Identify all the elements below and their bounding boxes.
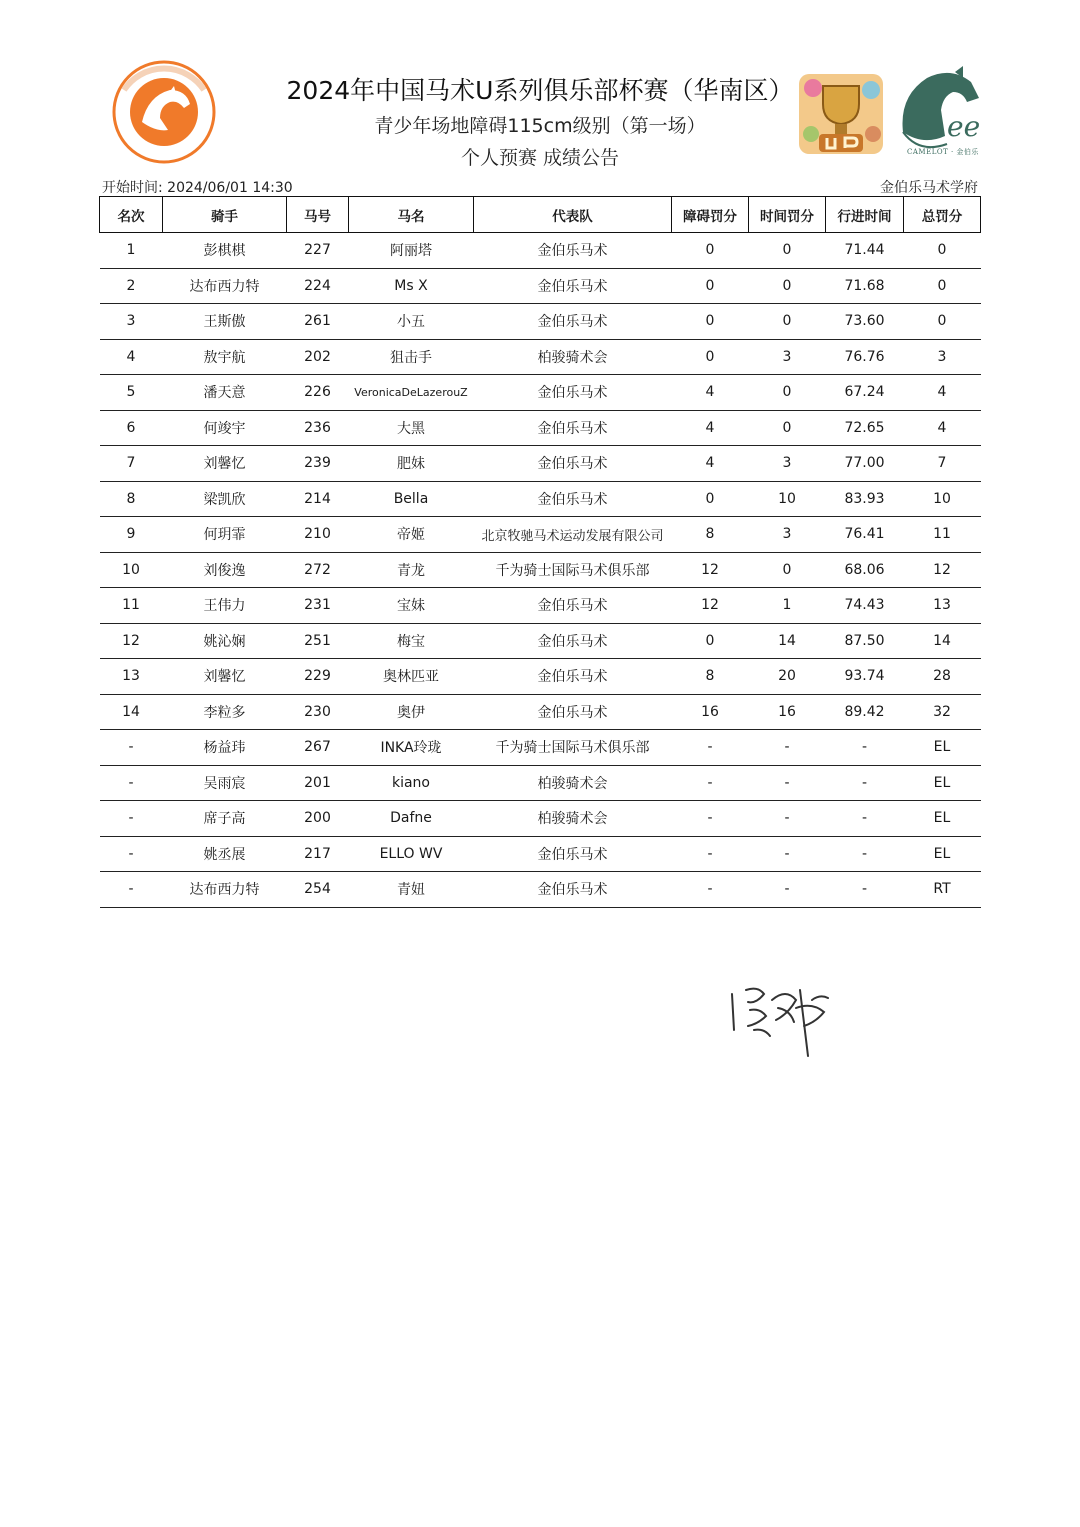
time-penalty-cell: - [749,730,826,766]
team-cell: 金伯乐马术 [474,588,672,624]
horse-no-cell: 227 [287,233,349,269]
team-cell: 千为骑士国际马术俱乐部 [474,552,672,588]
title-block [240,72,840,174]
horse-no-cell: 202 [287,339,349,375]
col-horse-name: 马名 [349,197,474,233]
col-horse-no: 马号 [287,197,349,233]
ride-time-cell: 76.41 [826,517,904,553]
time-penalty-cell: - [749,801,826,837]
time-penalty-cell: 1 [749,588,826,624]
obstacle-penalty-cell: - [672,730,749,766]
obstacle-penalty-cell: 8 [672,517,749,553]
document-header [0,0,1080,200]
rank-cell: - [100,836,163,872]
ride-time-cell: 72.65 [826,410,904,446]
horse-no-cell: 230 [287,694,349,730]
camelot-logo-icon [893,62,985,158]
rider-cell: 达布西力特 [163,872,287,908]
signature-icon [712,960,852,1070]
ride-time-cell: 67.24 [826,375,904,411]
table-header-row [100,197,981,233]
horse-no-cell: 236 [287,410,349,446]
table-row [100,446,981,482]
start-time-value: 2024/06/01 14:30 [167,180,293,196]
table-row [100,694,981,730]
rider-cell: 姚丞展 [163,836,287,872]
time-penalty-cell: 3 [749,339,826,375]
svg-text:CAMELOT · 金伯乐: CAMELOT · 金伯乐 [907,148,979,156]
horse-no-cell: 267 [287,730,349,766]
table-row [100,233,981,269]
col-total-penalty: 总罚分 [904,197,981,233]
obstacle-penalty-cell: 4 [672,375,749,411]
rider-cell: 席子高 [163,801,287,837]
ride-time-cell: 89.42 [826,694,904,730]
total-penalty-cell: 7 [904,446,981,482]
horse-name-cell: 奥林匹亚 [349,659,474,695]
team-cell: 金伯乐马术 [474,410,672,446]
ride-time-cell: 93.74 [826,659,904,695]
table-row [100,872,981,908]
col-time-penalty: 时间罚分 [749,197,826,233]
horse-no-cell: 210 [287,517,349,553]
col-team: 代表队 [474,197,672,233]
cea-logo-icon [108,60,220,164]
rank-cell: 3 [100,304,163,340]
horse-no-cell: 217 [287,836,349,872]
time-penalty-cell: 3 [749,517,826,553]
horse-name-cell: 阿丽塔 [349,233,474,269]
time-penalty-cell: 0 [749,552,826,588]
rider-cell: 刘俊逸 [163,552,287,588]
ride-time-cell: 74.43 [826,588,904,624]
obstacle-penalty-cell: 12 [672,552,749,588]
start-time-line [102,177,293,197]
horse-name-cell: 青妞 [349,872,474,908]
time-penalty-cell: 3 [749,446,826,482]
horse-name-cell: 小五 [349,304,474,340]
table-row [100,801,981,837]
table-row [100,659,981,695]
horse-name-cell: 帝姬 [349,517,474,553]
team-cell: 金伯乐马术 [474,694,672,730]
horse-no-cell: 226 [287,375,349,411]
total-penalty-cell: 4 [904,375,981,411]
rank-cell: 1 [100,233,163,269]
rank-cell: - [100,765,163,801]
u-cup-emblem-icon [793,64,889,160]
obstacle-penalty-cell: - [672,836,749,872]
horse-name-cell: 狙击手 [349,339,474,375]
col-obstacle-penalty: 障碍罚分 [672,197,749,233]
results-table [99,196,981,908]
team-cell: 金伯乐马术 [474,659,672,695]
obstacle-penalty-cell: 0 [672,304,749,340]
table-row [100,836,981,872]
horse-name-cell: Bella [349,481,474,517]
ride-time-cell: - [826,872,904,908]
team-cell: 金伯乐马术 [474,623,672,659]
horse-no-cell: 231 [287,588,349,624]
total-penalty-cell: 32 [904,694,981,730]
col-ride-time: 行进时间 [826,197,904,233]
horse-no-cell: 239 [287,446,349,482]
obstacle-penalty-cell: 0 [672,623,749,659]
table-row [100,552,981,588]
horse-name-cell: VeronicaDeLazerouZ [349,375,474,411]
table-row [100,730,981,766]
horse-no-cell: 272 [287,552,349,588]
time-penalty-cell: - [749,872,826,908]
horse-name-cell: Ms X [349,268,474,304]
team-cell: 千为骑士国际马术俱乐部 [474,730,672,766]
rider-cell: 杨益玮 [163,730,287,766]
time-penalty-cell: 0 [749,304,826,340]
horse-no-cell: 251 [287,623,349,659]
obstacle-penalty-cell: 0 [672,268,749,304]
team-cell: 金伯乐马术 [474,304,672,340]
rider-cell: 敖宇航 [163,339,287,375]
rank-cell: 2 [100,268,163,304]
rider-cell: 吴雨宸 [163,765,287,801]
time-penalty-cell: 0 [749,268,826,304]
ride-time-cell: - [826,765,904,801]
rank-cell: - [100,730,163,766]
col-rank: 名次 [100,197,163,233]
rank-cell: 12 [100,623,163,659]
horse-name-cell: INKA玲珑 [349,730,474,766]
horse-no-cell: 261 [287,304,349,340]
horse-name-cell: 肥妹 [349,446,474,482]
table-row [100,481,981,517]
time-penalty-cell: 16 [749,694,826,730]
total-penalty-cell: 10 [904,481,981,517]
total-penalty-cell: 0 [904,304,981,340]
rider-cell: 王斯傲 [163,304,287,340]
total-penalty-cell: 11 [904,517,981,553]
page-title: 2024年中国马术U系列俱乐部杯赛（华南区） [286,76,794,105]
horse-no-cell: 214 [287,481,349,517]
total-penalty-cell: 4 [904,410,981,446]
team-cell: 金伯乐马术 [474,872,672,908]
time-penalty-cell: 14 [749,623,826,659]
table-row [100,375,981,411]
time-penalty-cell: - [749,836,826,872]
rider-cell: 李粒多 [163,694,287,730]
total-penalty-cell: 0 [904,233,981,269]
team-cell: 金伯乐马术 [474,233,672,269]
horse-name-cell: ELLO WV [349,836,474,872]
total-penalty-cell: 12 [904,552,981,588]
obstacle-penalty-cell: 0 [672,339,749,375]
team-cell: 柏骏骑术会 [474,765,672,801]
ride-time-cell: 87.50 [826,623,904,659]
table-row [100,623,981,659]
rider-cell: 刘馨忆 [163,446,287,482]
table-row [100,304,981,340]
horse-name-cell: 宝妹 [349,588,474,624]
rank-cell: - [100,872,163,908]
total-penalty-cell: 0 [904,268,981,304]
total-penalty-cell: 13 [904,588,981,624]
horse-no-cell: 224 [287,268,349,304]
obstacle-penalty-cell: 12 [672,588,749,624]
rider-cell: 梁凯欣 [163,481,287,517]
rank-cell: 4 [100,339,163,375]
ride-time-cell: 76.76 [826,339,904,375]
rider-cell: 达布西力特 [163,268,287,304]
ride-time-cell: - [826,836,904,872]
time-penalty-cell: 0 [749,410,826,446]
ride-time-cell: 83.93 [826,481,904,517]
total-penalty-cell: 14 [904,623,981,659]
horse-name-cell: 青龙 [349,552,474,588]
rank-cell: 5 [100,375,163,411]
svg-text:ee: ee [947,110,981,143]
total-penalty-cell: EL [904,801,981,837]
horse-no-cell: 201 [287,765,349,801]
rank-cell: 8 [100,481,163,517]
horse-name-cell: Dafne [349,801,474,837]
horse-name-cell: 梅宝 [349,623,474,659]
time-penalty-cell: - [749,765,826,801]
table-row [100,765,981,801]
ride-time-cell: 77.00 [826,446,904,482]
horse-no-cell: 254 [287,872,349,908]
page-subtitle-2: 个人预赛 成绩公告 [460,147,620,169]
time-penalty-cell: 0 [749,375,826,411]
horse-name-cell: kiano [349,765,474,801]
time-penalty-cell: 20 [749,659,826,695]
rank-cell: 10 [100,552,163,588]
rider-cell: 刘馨忆 [163,659,287,695]
horse-no-cell: 200 [287,801,349,837]
obstacle-penalty-cell: 4 [672,410,749,446]
rider-cell: 姚沁娴 [163,623,287,659]
team-cell: 金伯乐马术 [474,268,672,304]
obstacle-penalty-cell: 0 [672,233,749,269]
horse-name-cell: 大黑 [349,410,474,446]
obstacle-penalty-cell: 4 [672,446,749,482]
total-penalty-cell: 3 [904,339,981,375]
horse-name-cell: 奥伊 [349,694,474,730]
table-row [100,588,981,624]
table-row [100,268,981,304]
rider-cell: 何玥霏 [163,517,287,553]
team-cell: 金伯乐马术 [474,446,672,482]
team-cell: 金伯乐马术 [474,481,672,517]
team-cell: 北京牧驰马术运动发展有限公司 [474,517,672,553]
rank-cell: 11 [100,588,163,624]
obstacle-penalty-cell: 16 [672,694,749,730]
obstacle-penalty-cell: 0 [672,481,749,517]
team-cell: 金伯乐马术 [474,836,672,872]
total-penalty-cell: EL [904,836,981,872]
ride-time-cell: 68.06 [826,552,904,588]
ride-time-cell: - [826,730,904,766]
team-cell: 柏骏骑术会 [474,801,672,837]
rider-cell: 彭棋棋 [163,233,287,269]
total-penalty-cell: 28 [904,659,981,695]
rider-cell: 王伟力 [163,588,287,624]
rank-cell: 14 [100,694,163,730]
page-subtitle: 青少年场地障碍115cm级别（第一场） [374,115,706,137]
rank-cell: 7 [100,446,163,482]
time-penalty-cell: 10 [749,481,826,517]
obstacle-penalty-cell: - [672,872,749,908]
table-row [100,517,981,553]
rider-cell: 何竣宇 [163,410,287,446]
ride-time-cell: 71.44 [826,233,904,269]
obstacle-penalty-cell: - [672,765,749,801]
obstacle-penalty-cell: 8 [672,659,749,695]
table-row [100,339,981,375]
col-rider: 骑手 [163,197,287,233]
table-row [100,410,981,446]
time-penalty-cell: 0 [749,233,826,269]
obstacle-penalty-cell: - [672,801,749,837]
horse-no-cell: 229 [287,659,349,695]
total-penalty-cell: EL [904,765,981,801]
rank-cell: - [100,801,163,837]
rider-cell: 潘天意 [163,375,287,411]
ride-time-cell: 73.60 [826,304,904,340]
venue-name: 金伯乐马术学府 [880,180,978,196]
ride-time-cell: - [826,801,904,837]
team-cell: 柏骏骑术会 [474,339,672,375]
ride-time-cell: 71.68 [826,268,904,304]
rank-cell: 6 [100,410,163,446]
table-body [100,233,981,908]
total-penalty-cell: RT [904,872,981,908]
rank-cell: 13 [100,659,163,695]
rank-cell: 9 [100,517,163,553]
total-penalty-cell: EL [904,730,981,766]
team-cell: 金伯乐马术 [474,375,672,411]
start-time-label: 开始时间: [102,180,168,196]
